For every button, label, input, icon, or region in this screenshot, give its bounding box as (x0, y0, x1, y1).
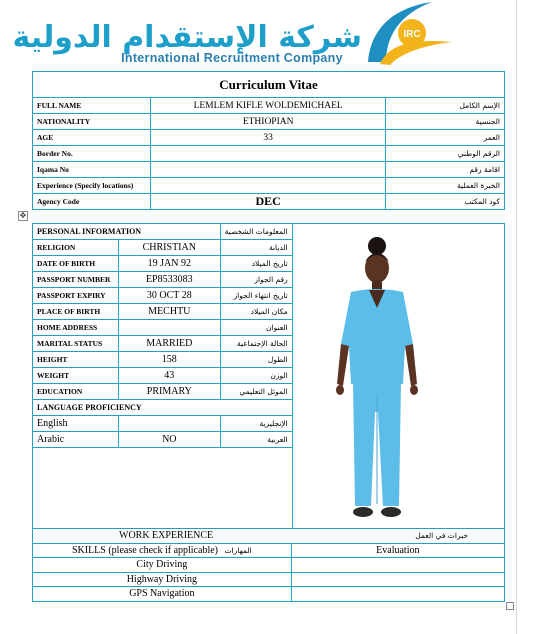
language-label-ar: الإنجليزية (220, 416, 292, 432)
table-resize-handle[interactable] (506, 602, 514, 610)
table-row (33, 130, 505, 146)
field-label: PASSPORT EXPIRY (33, 288, 119, 304)
field-label-ar: كود المكتب (386, 194, 505, 210)
table-move-handle-icon[interactable]: ✥ (19, 211, 27, 220)
field-label: HEIGHT (33, 352, 119, 368)
table-row (33, 558, 505, 573)
full-name-value: LEMLEM KIFLE WOLDEMICHAEL (150, 98, 386, 114)
field-label: HOME ADDRESS (33, 320, 119, 336)
field-label: Border No. (33, 146, 151, 162)
skills-table (32, 528, 505, 602)
field-label-ar: تاريخ الميلاد (220, 256, 292, 272)
work-experience-heading-ar: خبرات في العمل (415, 531, 468, 540)
field-label-ar: العنوان (220, 320, 292, 336)
skills-heading-ar: المهارات (224, 545, 252, 555)
field-label: Agency Code (33, 194, 151, 210)
field-label-ar: الخبرة العملية (386, 178, 505, 194)
passport-number-value: EP8533083 (118, 272, 220, 288)
table-row (33, 178, 505, 194)
evaluation-heading: Evaluation (291, 543, 504, 558)
marital-status-value: MARRIED (118, 336, 220, 352)
education-value: PRIMARY (118, 384, 220, 400)
religion-value: CHRISTIAN (118, 240, 220, 256)
field-label-ar: رقم الجواز (220, 272, 292, 288)
company-logo-icon (360, 2, 460, 66)
field-label: EDUCATION (33, 384, 119, 400)
table-row (33, 224, 505, 240)
table-row (33, 98, 505, 114)
language-heading: LANGUAGE PROFICIENCY (33, 400, 293, 416)
work-experience-heading: WORK EXPERIENCE (119, 530, 214, 542)
personal-info-heading: PERSONAL INFORMATION (33, 224, 221, 240)
page-edge (516, 0, 517, 634)
arabic-value: NO (118, 432, 220, 448)
field-label-ar: الديانة (220, 240, 292, 256)
skill-label: GPS Navigation (33, 587, 292, 602)
logo-badge-text: IRC (403, 29, 421, 40)
place-of-birth-value: MECHTU (118, 304, 220, 320)
cv-summary-table (32, 71, 505, 210)
table-row (33, 572, 505, 587)
agency-code-value: DEC (150, 194, 386, 210)
passport-expiry-value: 30 OCT 28 (118, 288, 220, 304)
weight-value: 43 (118, 368, 220, 384)
skill-evaluation[interactable] (291, 587, 504, 602)
work-experience-row (33, 529, 505, 544)
field-label: AGE (33, 130, 151, 146)
table-row (33, 529, 505, 544)
skills-heading-cell (33, 543, 292, 558)
field-label: FULL NAME (33, 98, 151, 114)
table-row (33, 543, 505, 558)
field-label-ar: اقامة رقم (386, 162, 505, 178)
nationality-value: ETHIOPIAN (150, 114, 386, 130)
field-label: WEIGHT (33, 368, 119, 384)
height-value: 158 (118, 352, 220, 368)
cv-title: Curriculum Vitae (33, 72, 505, 98)
language-label: English (33, 416, 119, 432)
dob-value: 19 JAN 92 (118, 256, 220, 272)
personal-info-heading-ar: المعلومات الشخصية (220, 224, 292, 240)
skill-label: Highway Driving (33, 572, 292, 587)
field-label-ar: الوزن (220, 368, 292, 384)
field-label-ar: الحالة الإجتماعية (220, 336, 292, 352)
personal-info-table (32, 223, 505, 529)
table-row (33, 146, 505, 162)
field-label: NATIONALITY (33, 114, 151, 130)
field-label-ar: الرقم الوطني (386, 146, 505, 162)
english-value (118, 416, 220, 432)
field-label-ar: الطول (220, 352, 292, 368)
table-row (33, 162, 505, 178)
table-row (33, 587, 505, 602)
field-label: DATE OF BIRTH (33, 256, 119, 272)
field-label-ar: الموئل التعليمي (220, 384, 292, 400)
field-label-ar: الجنسية (386, 114, 505, 130)
language-label-ar: العربية (220, 432, 292, 448)
home-address-value (118, 320, 220, 336)
field-label: MARITAL STATUS (33, 336, 119, 352)
company-name-english: International Recruitment Company (121, 51, 343, 65)
field-label: PASSPORT NUMBER (33, 272, 119, 288)
age-value: 33 (150, 130, 386, 146)
language-label: Arabic (33, 432, 119, 448)
candidate-photo (333, 234, 421, 524)
skills-heading: SKILLS (please check if applicable) (71, 544, 219, 556)
table-row (33, 194, 505, 210)
blank-area (33, 448, 293, 528)
field-label-ar: مكان الميلاد (220, 304, 292, 320)
company-name-arabic: شركة الإستقدام الدولية (12, 20, 362, 55)
skill-evaluation[interactable] (291, 558, 504, 573)
skill-label: City Driving (33, 558, 292, 573)
field-label-ar: العمر (386, 130, 505, 146)
field-label: PLACE OF BIRTH (33, 304, 119, 320)
field-label: Iqama No (33, 162, 151, 178)
skill-evaluation[interactable] (291, 572, 504, 587)
table-row (33, 114, 505, 130)
experience-value (150, 178, 386, 194)
field-label: Experience (Specify locations) (33, 178, 151, 194)
iqama-no-value (150, 162, 386, 178)
border-no-value (150, 146, 386, 162)
field-label-ar: تاريخ انتهاء الجواز (220, 288, 292, 304)
field-label-ar: الإسم الكامل (386, 98, 505, 114)
field-label: RELIGION (33, 240, 119, 256)
